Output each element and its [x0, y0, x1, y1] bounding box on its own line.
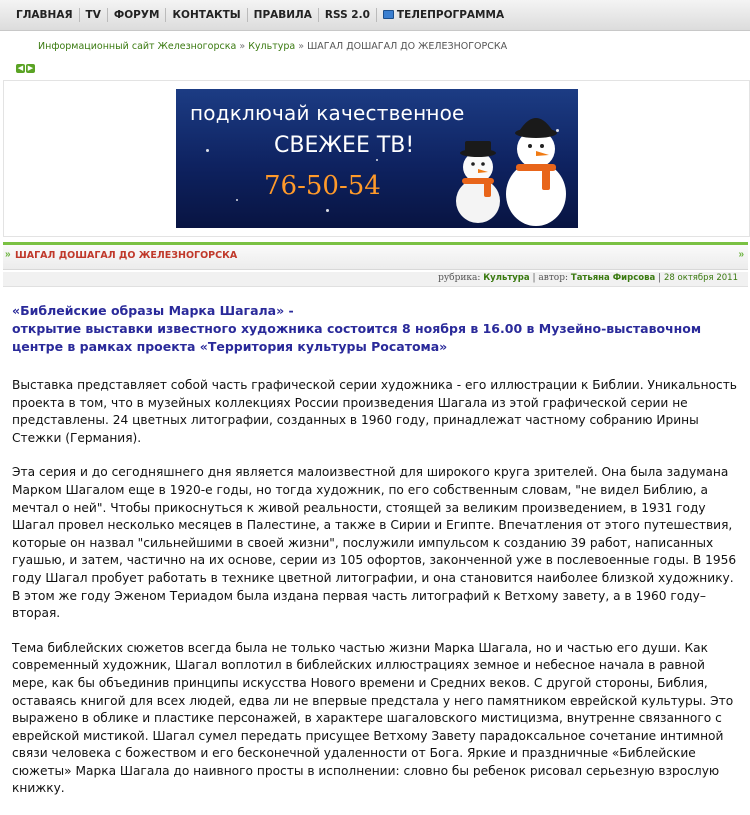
section-title: ШАГАЛ ДОШАГАЛ ДО ЖЕЛЕЗНОГОРСКА [15, 250, 238, 261]
article-paragraph-2: Эта серия и до сегодняшнего дня является малоизвестной для широкого круга зрителей. Она была задумана Марком Шагалом еще в 1920-е годы, но тогда художник, по его собственным словам, "не видел Библию, а мечтал о ней". Чтобы прикоснуться к живой реальности, стоящей за великим произведением, в 1931 году Шагал провел несколько месяцев в Палестине, а также в Сирии и Египте. Впечатления от этого путешествия, которые он назвал "сильнейшими в своей жизни", послужили импульсом к созданию 39 работ, написанных гуашью, и затем, частично на их основе, серии из 105 офортов, законченной уже в послевоенные годы. В 1956 году Шагал пробует работать в технике цветной литографии, и она становится наиболее близкой художнику. В этом же году Эженом Териадом была издана первая часть литографий к Ветхому завету, а в 1960 году– вторая. [12, 465, 737, 621]
chevron-right-icon: » [738, 249, 744, 260]
article-heading [12, 302, 737, 356]
banner-line2: СВЕЖЕЕ ТВ! [274, 133, 415, 158]
rubric-link[interactable]: Культура [483, 273, 530, 283]
prev-arrow-icon[interactable]: ◀ [17, 65, 24, 72]
nav-rss[interactable]: RSS 2.0 [324, 9, 370, 21]
banner-phone: 76-50-54 [264, 171, 381, 201]
breadcrumb [38, 41, 507, 52]
article-date: 28 октября 2011 [663, 273, 738, 283]
article-body [12, 302, 737, 815]
snowflake [326, 209, 329, 212]
nav-forum[interactable]: ФОРУМ [113, 9, 160, 21]
nav-tv-program-label: ТЕЛЕПРОГРАММА [396, 9, 505, 21]
article-heading-line2: открытие выставки известного художника состоится 8 ноября в 16.00 в Музейно-выставочном центре в рамках проекта «Территория культуры Росатома» [12, 321, 702, 354]
nav-tv[interactable]: TV [85, 9, 101, 21]
breadcrumb-separator: » [239, 41, 246, 52]
article-nav-arrows [16, 64, 35, 73]
nav-rules[interactable]: ПРАВИЛА [253, 9, 312, 21]
breadcrumb-current: ШАГАЛ ДОШАГАЛ ДО ЖЕЛЕЗНОГОРСКА [307, 41, 508, 52]
article-paragraph-3: Тема библейских сюжетов всегда была не только частью жизни Марка Шагала, но и частью его души. Как современный художник, Шагал воплотил в библейских иллюстрациях земное и небесное начала в равной мере, как бы объединив принципы искусства Нового времени и Средних веков. С другой стороны, Библия, оставаясь книгой для всех людей, едва ли не впервые предстала у него памятником еврейской культуры. Это выражено в облике и пластике персонажей, в характере шагаловского мистицизма, внутренне связанного с еврейской мистикой. Шагал сумел передать присущее Ветхому Завету парадоксальное сочетание интимной связи человека с божеством и его бесконечной удаленности от Бога. Яркие и праздничные «Библейские сюжеты» Марка Шагала до наивного просты в исполнении: словно бы ребенок рисовал серьезную взрослую книжку. [12, 640, 734, 796]
author-label: автор: [538, 273, 569, 283]
top-nav [0, 0, 750, 31]
nav-contacts[interactable]: КОНТАКТЫ [172, 9, 241, 21]
chevron-right-icon: » [5, 249, 11, 260]
nav-tv-program[interactable] [377, 0, 510, 30]
banner-line1: подключай качественное [190, 101, 465, 125]
snowflake [376, 159, 378, 161]
next-arrow-icon[interactable]: ▶ [27, 65, 34, 72]
nav-home[interactable]: ГЛАВНАЯ [16, 9, 73, 21]
snowflake [206, 149, 209, 152]
rubric-label: рубрика: [438, 273, 481, 283]
breadcrumb-category[interactable]: Культура [248, 41, 296, 52]
snowflake [236, 199, 238, 201]
article-paragraph-1: Выставка представляет собой часть графической серии художника - его иллюстрации к Библии. Уникальность проекта в том, что в музейных коллекциях России произведения Шагала из этой графической серии не представлены. 24 цветных литографии, созданных в 1960 году, принадлежат частному собранию Ирины Стежки (Германия). [12, 378, 737, 445]
meta-bar [3, 272, 748, 287]
article-meta: рубрика: Культура | автор: Татьяна Фирсова | 28 октября 2011 [438, 273, 738, 283]
author-link[interactable]: Татьяна Фирсова [570, 273, 656, 283]
breadcrumb-home[interactable]: Информационный сайт Железногорска [38, 41, 237, 52]
tv-icon [383, 10, 394, 19]
snowmen-icon [446, 109, 576, 228]
section-header [3, 242, 748, 270]
article-heading-line1: «Библейские образы Марка Шагала» - [12, 303, 294, 318]
ad-banner[interactable] [176, 89, 578, 228]
breadcrumb-separator: » [298, 41, 305, 52]
